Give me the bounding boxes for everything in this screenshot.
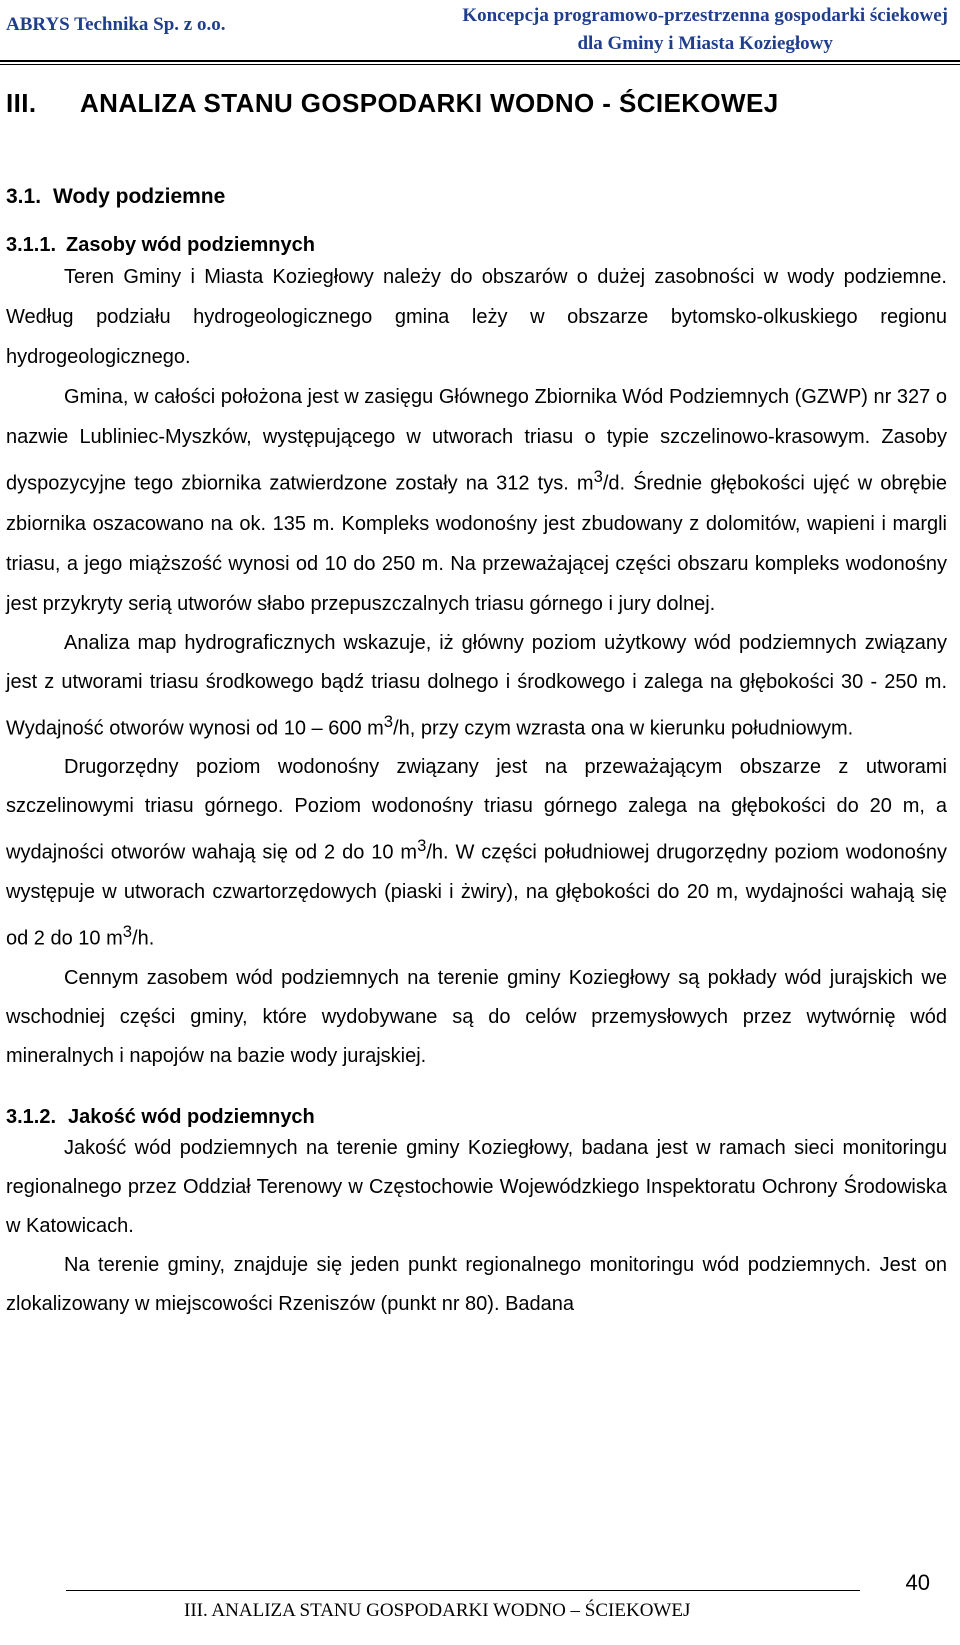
superscript: 3 xyxy=(122,921,133,941)
paragraph-text: Drugorzędny poziom wodonośny związany jest na przeważającym obszarze z utworami szczelinowymi triasu górnego. Poziom wodonośny triasu górnego zalega na głębokości do 20 m, a wydajności otworów wahają się od 2 do 10 m xyxy=(6,756,947,864)
superscript: 3 xyxy=(383,711,394,731)
superscript: 3 xyxy=(417,836,427,856)
subsection-number: 3.1.2. xyxy=(6,1105,57,1128)
header-title-line2: dla Gminy i Miasta Koziegłowy xyxy=(577,33,833,54)
paragraph-text: Gmina, w całości położona jest w zasięgu Głównego Zbiornika Wód Podziemnych (GZWP) nr 327 o nazwie Lubliniec-Myszków, występującego w utworach triasu o typie szczelinowo-krasowym. Zasoby dyspozycyjne tego zbiornika zatwierdzone zostały na 312 tys. m xyxy=(6,386,947,495)
chapter-number: III. xyxy=(6,88,37,118)
footer-chapter-title: III. ANALIZA STANU GOSPODARKI WODNO – ŚCIEKOWEJ xyxy=(184,1600,691,1621)
section-number: 3.1. xyxy=(6,185,42,208)
paragraph-text: /h, przy czym wzrasta ona w kierunku południowym. xyxy=(393,717,854,740)
header-document-title xyxy=(462,2,948,58)
paragraph-water-quality-monitoring: Jakość wód podziemnych na terenie gminy Koziegłowy, badana jest w ramach sieci monitoringu regionalnego przez Oddział Terenowy w Częstochowie Wojewódzkiego Inspektoratu Ochrony Środowiska w Katowicach. xyxy=(6,1136,947,1237)
header-company: ABRYS Technika Sp. z o.o. xyxy=(6,14,226,35)
subsection-heading-3-1-2 xyxy=(6,1106,947,1129)
chapter-heading xyxy=(6,88,947,119)
paragraph-hydrographic-maps xyxy=(6,624,947,749)
page-number: 40 xyxy=(905,1570,930,1595)
subsection-heading-3-1-1 xyxy=(6,234,947,257)
paragraph-text: Analiza map hydrograficznych wskazuje, iż główny poziom użytkowy wód podziemnych związany jest z utworami triasu środkowego bądź triasu dolnego i środkowego i zalega na głębokości 30 - 250 m. Wydajność otworów wynosi od 10 – 600 m xyxy=(6,631,947,740)
paragraph-groundwater-resources: Teren Gminy i Miasta Koziegłowy należy do obszarów o dużej zasobności w wody podziemne. Według podziału hydrogeologicznego gmina leży w obszarze bytomsko-olkuskiego regionu hydrogeologicznego. xyxy=(6,266,947,368)
footer-rule xyxy=(66,1590,860,1591)
section-heading-3-1 xyxy=(6,185,947,209)
header-rule-thin xyxy=(0,64,960,65)
superscript: 3 xyxy=(593,467,603,486)
subsection-title: Zasoby wód podziemnych xyxy=(66,234,315,256)
header-rule xyxy=(0,60,960,62)
paragraph-monitoring-point: Na terenie gminy, znajduje się jeden punkt regionalnego monitoringu wód podziemnych. Jest on zlokalizowany w miejscowości Rzeniszów (punkt nr 80). Badana xyxy=(6,1253,947,1315)
paragraph-gzwp xyxy=(6,377,947,624)
header-title-line1: Koncepcja programowo-przestrzenna gospodarki ściekowej xyxy=(462,5,948,26)
section-title: Wody podziemne xyxy=(53,185,226,208)
paragraph-jurassic-waters: Cennym zasobem wód podziemnych na terenie gminy Koziegłowy są pokłady wód jurajskich we wschodniej części gminy, które wydobywane są do celów przemysłowych przez wytwórnię wód mineralnych i napojów na bazie wody jurajskiej. xyxy=(6,966,947,1067)
subsection-number: 3.1.1. xyxy=(6,234,57,256)
paragraph-text: /h. xyxy=(132,927,155,950)
chapter-title: ANALIZA STANU GOSPODARKI WODNO - ŚCIEKOWEJ xyxy=(80,88,779,118)
subsection-title: Jakość wód podziemnych xyxy=(68,1105,315,1128)
paragraph-text: /h. W części południowej drugorzędny poziom wodonośny występuje w utworach czwartorzędowych (piaski i żwiry), na głębokości do 20 m, wydajności wahają się od 2 do 10 m xyxy=(6,841,947,950)
page-content xyxy=(6,88,947,1324)
paragraph-text: /d. Średnie głębokości ujęć w obrębie zbiornika oszacowano na ok. 135 m. Kompleks wodonośny jest zbudowany z dolomitów, wapieni i margli triasu, a jego miąższość wynosi od 10 do 250 m. Na przeważającej części obszaru kompleks wodonośny jest przykryty serią utworów słabo przepuszczalnych triasu górnego i jury dolnej. xyxy=(6,472,948,615)
paragraph-secondary-aquifer xyxy=(6,748,947,958)
